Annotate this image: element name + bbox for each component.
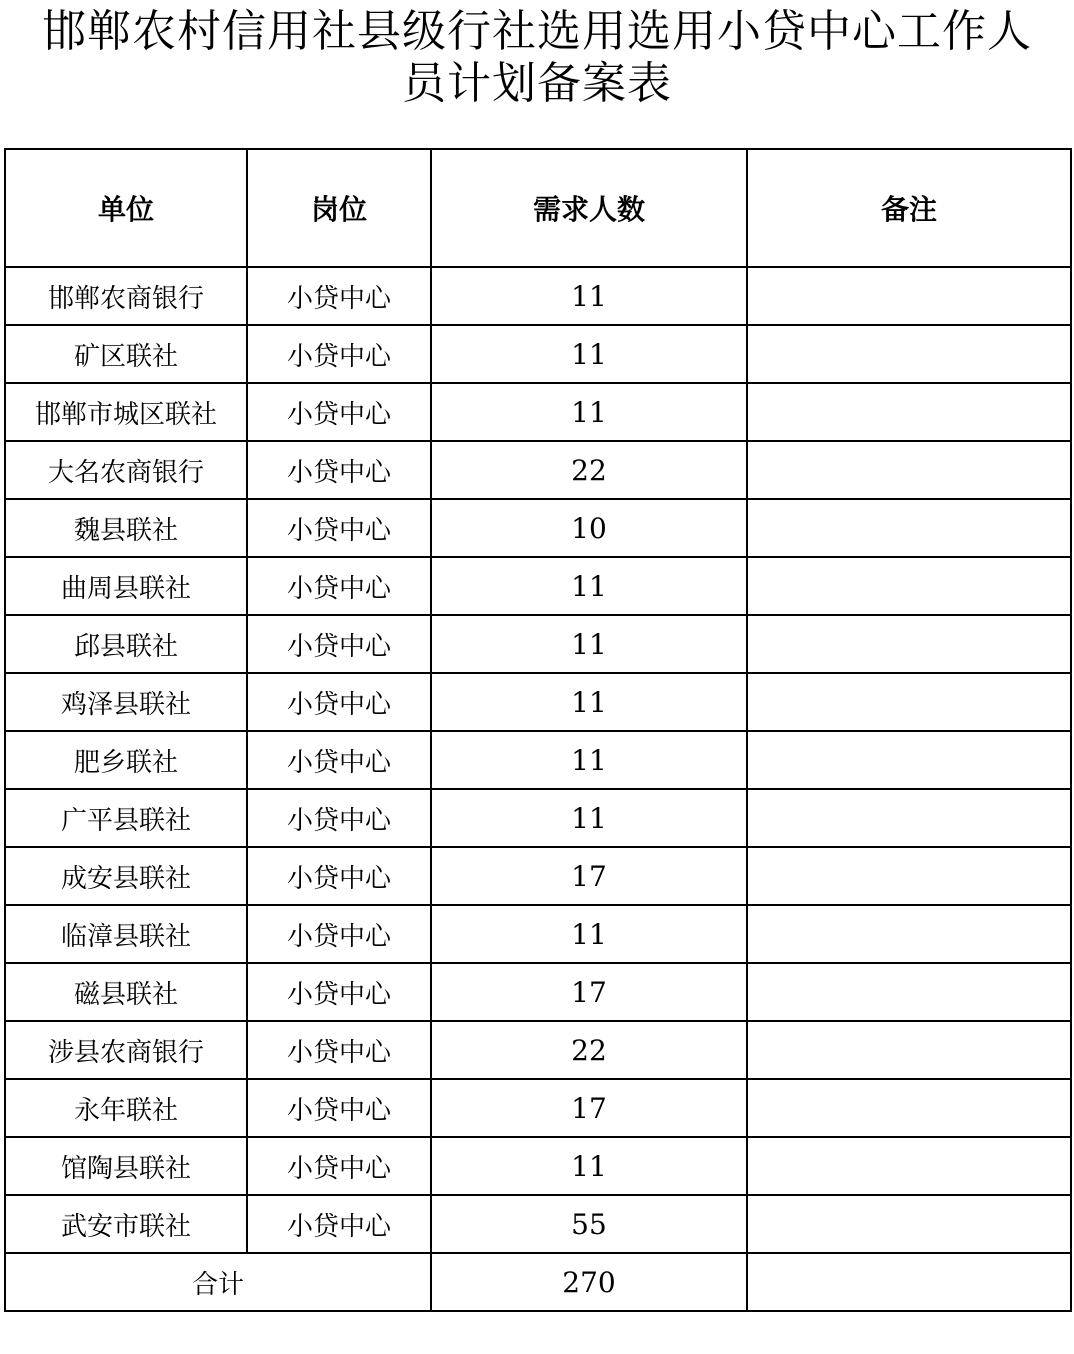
total-note — [747, 1253, 1071, 1311]
cell-post: 小贷中心 — [247, 1079, 431, 1137]
total-row — [5, 1253, 1071, 1311]
table-row — [5, 441, 1071, 499]
total-count: 270 — [431, 1253, 747, 1311]
table-row — [5, 1079, 1071, 1137]
cell-count: 17 — [431, 1079, 747, 1137]
cell-post: 小贷中心 — [247, 267, 431, 325]
cell-unit: 邯郸市城区联社 — [5, 383, 247, 441]
title-line-2: 员计划备案表 — [402, 58, 672, 109]
cell-count: 11 — [431, 615, 747, 673]
cell-post: 小贷中心 — [247, 789, 431, 847]
cell-post: 小贷中心 — [247, 731, 431, 789]
cell-unit: 邯郸农商银行 — [5, 267, 247, 325]
cell-note — [747, 1137, 1071, 1195]
cell-unit: 魏县联社 — [5, 499, 247, 557]
cell-note — [747, 731, 1071, 789]
cell-post: 小贷中心 — [247, 557, 431, 615]
cell-count: 17 — [431, 847, 747, 905]
cell-unit: 临漳县联社 — [5, 905, 247, 963]
cell-unit: 馆陶县联社 — [5, 1137, 247, 1195]
cell-note — [747, 1021, 1071, 1079]
cell-unit: 成安县联社 — [5, 847, 247, 905]
cell-post: 小贷中心 — [247, 325, 431, 383]
cell-count: 11 — [431, 267, 747, 325]
table-row — [5, 963, 1071, 1021]
cell-note — [747, 847, 1071, 905]
cell-unit: 曲周县联社 — [5, 557, 247, 615]
cell-note — [747, 267, 1071, 325]
cell-unit: 广平县联社 — [5, 789, 247, 847]
cell-unit: 大名农商银行 — [5, 441, 247, 499]
table-row — [5, 557, 1071, 615]
cell-count: 11 — [431, 905, 747, 963]
staff-plan-table — [4, 148, 1072, 1312]
title-line-1: 邯郸农村信用社县级行社选用选用小贷中心工作人 — [42, 6, 1032, 57]
cell-unit: 邱县联社 — [5, 615, 247, 673]
cell-unit: 磁县联社 — [5, 963, 247, 1021]
cell-note — [747, 325, 1071, 383]
cell-note — [747, 557, 1071, 615]
table-row — [5, 905, 1071, 963]
cell-unit: 永年联社 — [5, 1079, 247, 1137]
header-post: 岗位 — [247, 149, 431, 267]
cell-post: 小贷中心 — [247, 963, 431, 1021]
cell-post: 小贷中心 — [247, 673, 431, 731]
header-count: 需求人数 — [431, 149, 747, 267]
cell-post: 小贷中心 — [247, 1137, 431, 1195]
cell-post: 小贷中心 — [247, 383, 431, 441]
cell-count: 11 — [431, 557, 747, 615]
cell-count: 10 — [431, 499, 747, 557]
cell-note — [747, 789, 1071, 847]
cell-count: 17 — [431, 963, 747, 1021]
table-row — [5, 731, 1071, 789]
cell-unit: 肥乡联社 — [5, 731, 247, 789]
table-row — [5, 615, 1071, 673]
cell-post: 小贷中心 — [247, 1021, 431, 1079]
cell-unit: 鸡泽县联社 — [5, 673, 247, 731]
cell-count: 55 — [431, 1195, 747, 1253]
table-row — [5, 325, 1071, 383]
table-row — [5, 499, 1071, 557]
cell-note — [747, 1195, 1071, 1253]
cell-note — [747, 383, 1071, 441]
cell-count: 11 — [431, 673, 747, 731]
table-row — [5, 267, 1071, 325]
cell-unit: 涉县农商银行 — [5, 1021, 247, 1079]
cell-count: 11 — [431, 325, 747, 383]
document-title — [0, 6, 1074, 110]
cell-post: 小贷中心 — [247, 847, 431, 905]
cell-count: 11 — [431, 731, 747, 789]
cell-count: 11 — [431, 1137, 747, 1195]
cell-unit: 矿区联社 — [5, 325, 247, 383]
table-row — [5, 383, 1071, 441]
cell-post: 小贷中心 — [247, 441, 431, 499]
cell-post: 小贷中心 — [247, 905, 431, 963]
cell-note — [747, 963, 1071, 1021]
cell-note — [747, 905, 1071, 963]
header-note: 备注 — [747, 149, 1071, 267]
table-row — [5, 847, 1071, 905]
cell-note — [747, 673, 1071, 731]
table-row — [5, 789, 1071, 847]
cell-note — [747, 1079, 1071, 1137]
cell-count: 11 — [431, 383, 747, 441]
cell-post: 小贷中心 — [247, 1195, 431, 1253]
cell-post: 小贷中心 — [247, 499, 431, 557]
table-row — [5, 1195, 1071, 1253]
cell-note — [747, 615, 1071, 673]
cell-count: 22 — [431, 441, 747, 499]
total-label: 合计 — [5, 1253, 431, 1311]
cell-unit: 武安市联社 — [5, 1195, 247, 1253]
cell-note — [747, 499, 1071, 557]
cell-count: 11 — [431, 789, 747, 847]
header-unit: 单位 — [5, 149, 247, 267]
table-body — [5, 267, 1071, 1253]
cell-note — [747, 441, 1071, 499]
cell-count: 22 — [431, 1021, 747, 1079]
table-row — [5, 1137, 1071, 1195]
table-row — [5, 1021, 1071, 1079]
cell-post: 小贷中心 — [247, 615, 431, 673]
table-row — [5, 673, 1071, 731]
table-header-row — [5, 149, 1071, 267]
